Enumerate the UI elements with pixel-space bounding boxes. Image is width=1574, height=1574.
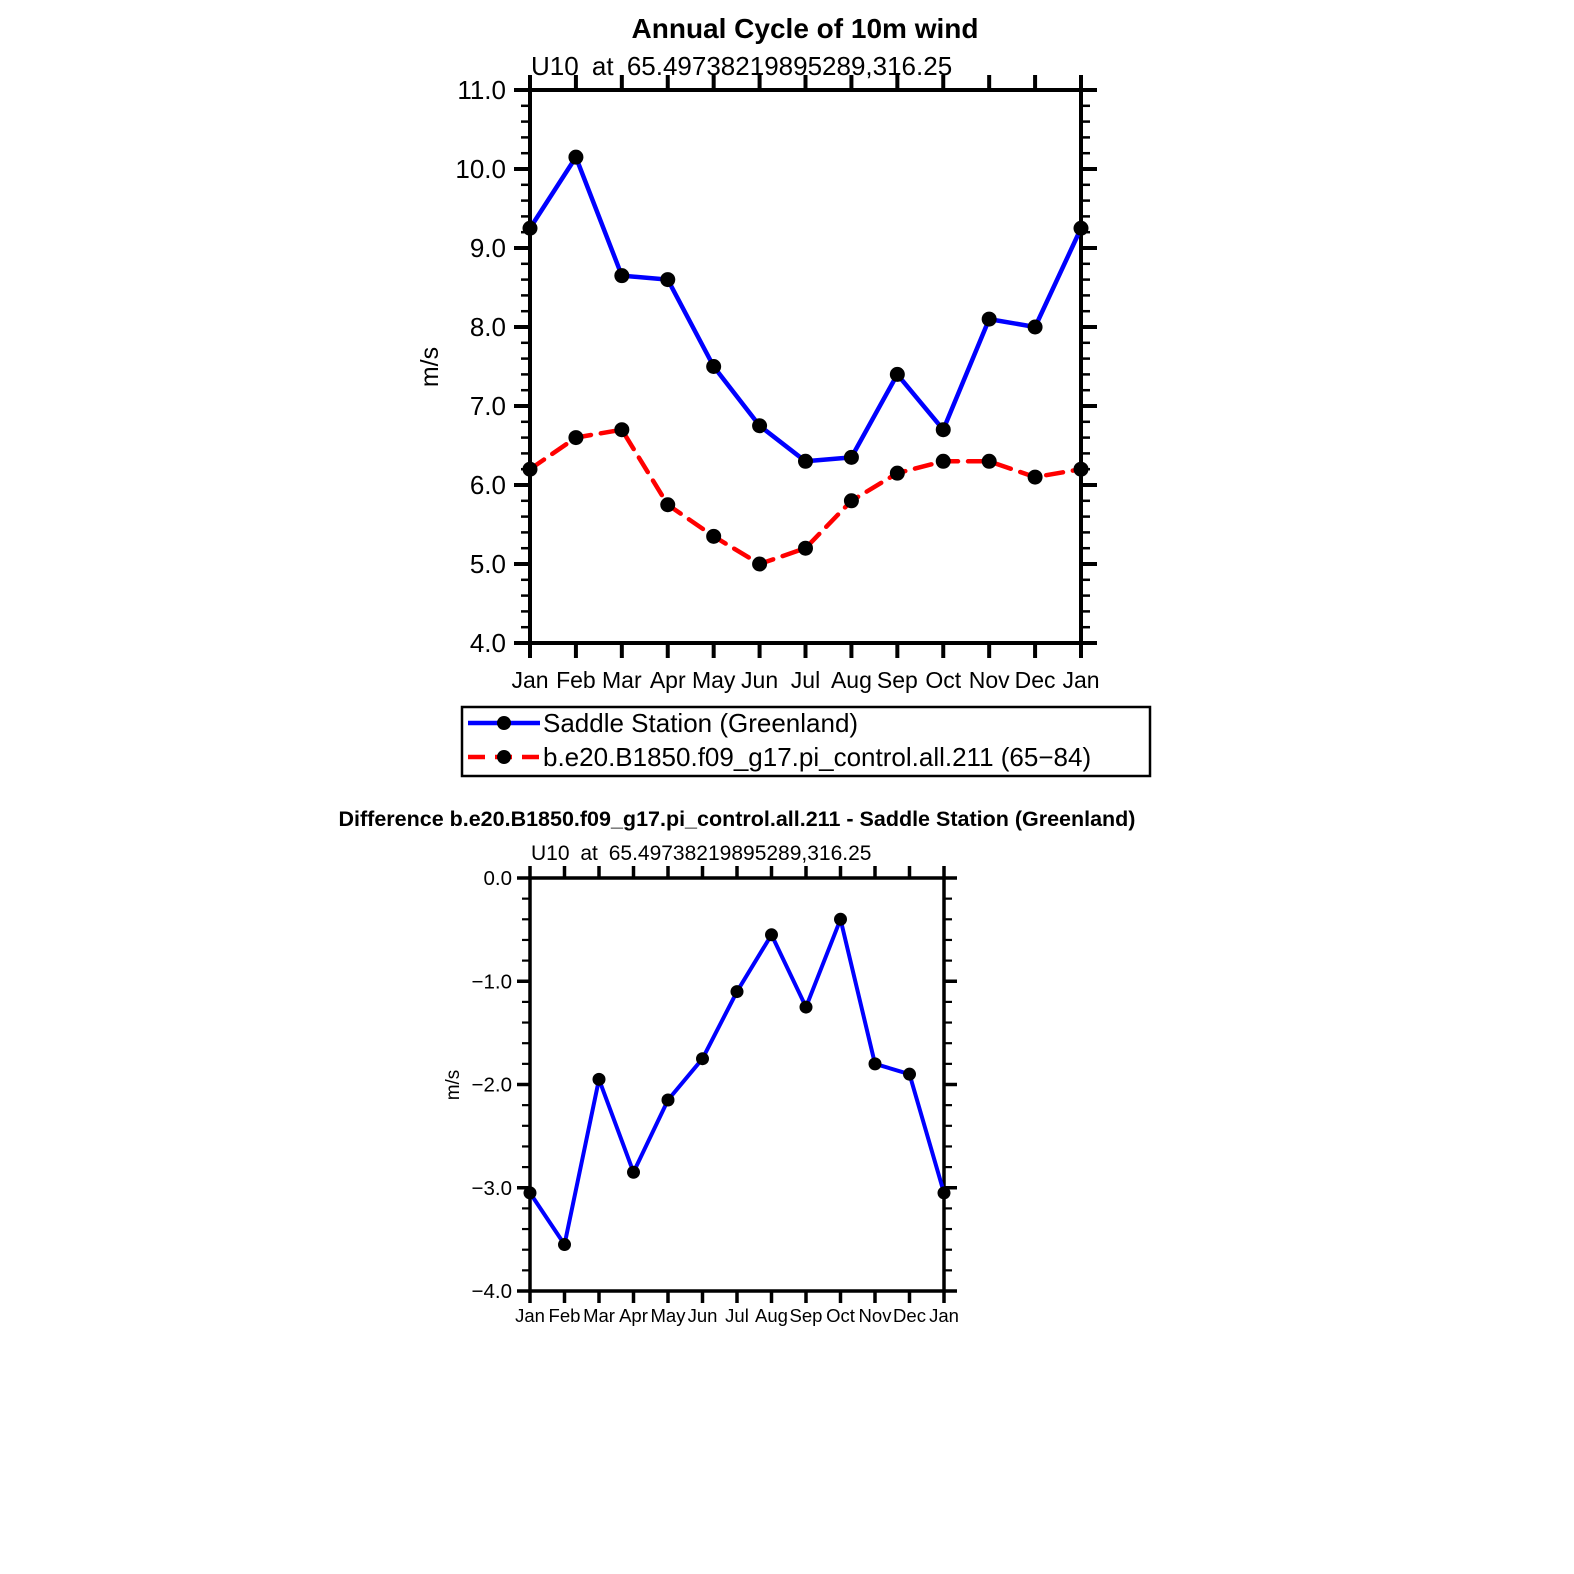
y-tick-label: −4.0: [471, 1280, 512, 1303]
data-point-marker: [1028, 470, 1043, 485]
x-tick-label: Feb: [548, 1305, 581, 1326]
data-point-marker: [614, 268, 629, 283]
x-tick-label: Oct: [826, 1305, 855, 1326]
legend-marker-blue: [497, 716, 511, 730]
data-point-marker: [660, 272, 675, 287]
data-point-marker: [706, 529, 721, 544]
x-tick-label: Sep: [876, 667, 918, 693]
data-point-marker: [890, 367, 905, 382]
data-point-marker: [523, 462, 538, 477]
data-point-marker: [1074, 462, 1089, 477]
data-point-marker: [844, 493, 859, 508]
x-tick-label: Apr: [619, 1305, 648, 1326]
data-point-marker: [982, 312, 997, 327]
x-tick-label: Jun: [687, 1305, 718, 1326]
data-point-marker: [627, 1166, 640, 1179]
data-point-marker: [903, 1068, 916, 1081]
data-point-marker: [936, 454, 951, 469]
data-point-marker: [844, 450, 859, 465]
data-point-marker: [1074, 221, 1089, 236]
x-tick-label: Dec: [893, 1305, 926, 1326]
data-point-marker: [800, 1001, 813, 1014]
x-tick-label: Apr: [649, 667, 686, 693]
x-tick-label: Sep: [789, 1305, 823, 1326]
data-point-marker: [890, 466, 905, 481]
y-tick-label: 10.0: [455, 154, 506, 184]
x-tick-label: Jun: [741, 667, 779, 693]
data-point-marker: [524, 1186, 537, 1199]
x-tick-label: Aug: [755, 1305, 788, 1326]
data-point-marker: [660, 497, 675, 512]
data-point-marker: [568, 430, 583, 445]
axis-frame: [530, 878, 944, 1291]
data-point-marker: [869, 1057, 882, 1070]
y-tick-label: 6.0: [469, 470, 506, 500]
x-tick-label: Jan: [511, 667, 549, 693]
bottom-chart-plot-area: [472, 866, 959, 1326]
x-tick-label: Nov: [858, 1305, 892, 1326]
x-tick-label: Feb: [556, 667, 596, 693]
data-point-marker: [558, 1238, 571, 1251]
y-tick-label: 0.0: [483, 867, 512, 890]
y-tick-label: −3.0: [471, 1176, 512, 1200]
data-point-marker: [798, 541, 813, 556]
x-tick-label: Aug: [830, 667, 872, 693]
top-chart-title: Annual Cycle of 10m wind: [631, 13, 979, 44]
x-tick-label: May: [650, 1305, 686, 1326]
legend-box: [462, 707, 1150, 776]
data-point-marker: [1028, 320, 1043, 335]
data-point-marker: [936, 422, 951, 437]
x-tick-label: Jan: [929, 1305, 959, 1326]
data-point-marker: [523, 221, 538, 236]
legend-label-pi-control: b.e20.B1850.f09_g17.pi_control.all.211 (65−84): [543, 742, 1092, 772]
y-tick-label: −2.0: [471, 1073, 512, 1097]
x-tick-label: May: [691, 667, 736, 693]
data-point-marker: [568, 150, 583, 165]
bottom-chart-subtitle: U10 at 65.49738219895289,316.25: [531, 842, 872, 865]
data-point-marker: [731, 985, 744, 998]
data-point-marker: [752, 418, 767, 433]
data-point-marker: [696, 1052, 709, 1065]
legend-entry-saddle-station: [468, 708, 858, 738]
y-tick-label: 8.0: [469, 312, 506, 342]
data-point-marker: [765, 928, 778, 941]
legend-label-saddle-station: Saddle Station (Greenland): [543, 708, 859, 738]
data-point-marker: [662, 1093, 675, 1106]
y-tick-label: 4.0: [469, 628, 506, 658]
top-chart-y-axis-label: m/s: [416, 346, 444, 388]
bottom-chart-title: Difference b.e20.B1850.f09_g17.pi_control.all.211 - Saddle Station (Greenland): [338, 807, 1136, 831]
data-point-marker: [938, 1186, 951, 1199]
data-point-marker: [593, 1073, 606, 1086]
x-tick-label: Mar: [602, 667, 642, 693]
x-tick-label: Dec: [1014, 667, 1056, 693]
top-chart-subtitle: U10 at 65.49738219895289,316.25: [531, 51, 953, 81]
x-tick-label: Nov: [968, 667, 1010, 693]
y-tick-label: 5.0: [469, 549, 506, 579]
data-point-marker: [798, 454, 813, 469]
x-tick-label: Jan: [515, 1305, 545, 1326]
axis-frame: [530, 90, 1081, 643]
x-tick-label: Jan: [1062, 667, 1100, 693]
x-tick-label: Oct: [925, 667, 962, 693]
y-tick-label: 7.0: [469, 391, 506, 421]
data-point-marker: [982, 454, 997, 469]
data-point-marker: [752, 557, 767, 572]
data-point-marker: [706, 359, 721, 374]
y-tick-label: 11.0: [457, 75, 506, 105]
y-tick-label: 9.0: [469, 233, 506, 263]
data-point-marker: [834, 913, 847, 926]
data-point-marker: [614, 422, 629, 437]
x-tick-label: Mar: [583, 1305, 615, 1326]
y-tick-label: −1.0: [471, 970, 512, 994]
bottom-chart-y-axis-label: m/s: [443, 1069, 464, 1101]
series-line-0: [530, 919, 944, 1244]
top-chart-plot-area: [455, 75, 1099, 693]
legend-marker-red: [497, 750, 511, 764]
series-line-0: [530, 157, 1081, 461]
x-tick-label: Jul: [725, 1305, 749, 1326]
x-tick-label: Jul: [790, 667, 821, 693]
legend-entry-pi-control: [468, 742, 1091, 772]
